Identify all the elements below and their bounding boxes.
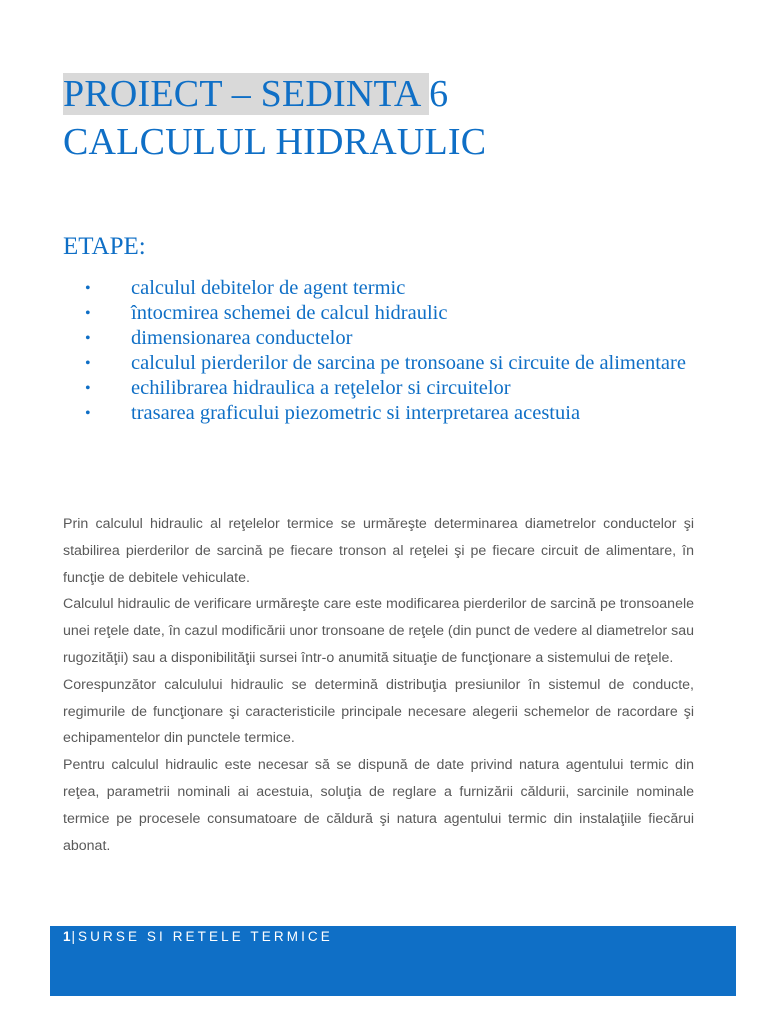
paragraph: Calculul hidraulic de verificare urmăreşte care este modificarea pierderilor de sarcină pe tronsoanele unei reţele date, în cazul modificării unor tronsoane de reţele (din punct de vedere al diametrelor sau rugozităţii) sau a disponibilităţii sursei într-o anumită situaţie de funcţionare a sistemului de reţele. xyxy=(63,596,694,666)
running-title: SURSE SI RETELE TERMICE xyxy=(78,929,333,944)
bullet-icon: • xyxy=(85,305,91,322)
bullet-icon: • xyxy=(85,405,91,422)
title-line-1 xyxy=(63,70,486,118)
list-item xyxy=(85,376,705,401)
bullet-icon: • xyxy=(85,380,91,397)
bullet-icon: • xyxy=(85,280,91,297)
list-item xyxy=(85,276,705,301)
title-session-number: 6 xyxy=(429,73,449,115)
paragraph: Corespunzător calculului hidraulic se determină distribuţia presiunilor în sistemul de conducte, regimurile de funcţionare şi caracteristicile principale necesare alegerii schemelor de racordare şi echipamentelor din punctele termice. xyxy=(63,676,694,747)
step-text: dimensionarea conductelor xyxy=(131,327,353,349)
step-text: trasarea graficului piezometric si interpretarea acestuia xyxy=(131,402,581,424)
step-text: calculul pierderilor de sarcina pe tronsoane si circuite de alimentare xyxy=(131,352,686,374)
step-text: echilibrarea hidraulica a reţelelor si circuitelor xyxy=(131,377,511,399)
list-item xyxy=(85,351,705,376)
list-item xyxy=(85,301,705,326)
list-item xyxy=(85,401,705,426)
step-text: calculul debitelor de agent termic xyxy=(131,277,406,299)
bullet-icon: • xyxy=(85,330,91,347)
footer-separator: | xyxy=(71,929,77,944)
page-footer xyxy=(50,926,736,996)
paragraph: Pentru calculul hidraulic este necesar să se dispună de date privind natura agentului termic din reţea, parametrii nominali ai acestuia, soluţia de reglare a furnizării căldurii, sarcinile nominale termice pe procesele consumatoare de căldură şi natura agentului termic din instalaţiile fiecărui abonat. xyxy=(63,757,694,854)
list-item xyxy=(85,326,705,351)
steps-list xyxy=(85,276,705,426)
step-text: întocmirea schemei de calcul hidraulic xyxy=(131,302,448,324)
body-text xyxy=(63,511,694,859)
section-heading-etape: ETAPE: xyxy=(63,233,146,260)
title-highlighted-text: PROIECT – SEDINTA xyxy=(63,73,430,115)
paragraph: Prin calculul hidraulic al reţelelor termice se urmăreşte determinarea diametrelor conductelor şi stabilirea pierderilor de sarcină pe fiecare tronson al reţelei şi pe fiecare circuit de alimentare, în funcţie de debitele vehiculate. xyxy=(63,516,694,586)
bullet-icon: • xyxy=(85,355,91,372)
footer-text xyxy=(63,928,333,946)
page-title xyxy=(63,70,486,166)
title-line-2: CALCULUL HIDRAULIC xyxy=(63,121,487,163)
page-number: 1 xyxy=(63,929,72,944)
